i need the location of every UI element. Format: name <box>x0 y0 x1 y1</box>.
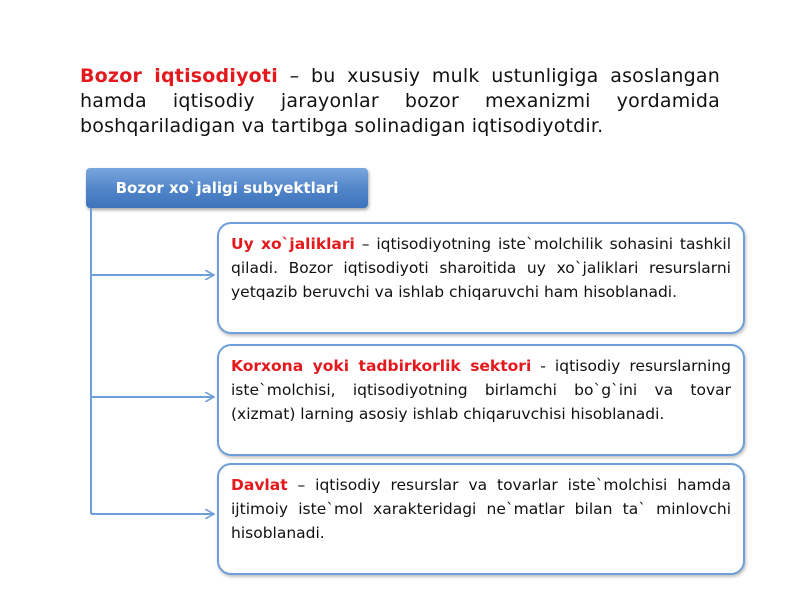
definition-text: – bu xususiy mulk ustunligiga asoslangan hamda iqtisodiy jarayonlar bozor mexanizmi yordamida boshqariladigan va tartibga solinadigan iqtisodiyotdir. <box>80 65 720 137</box>
definition-term: Bozor iqtisodiyoti <box>80 65 278 87</box>
subject-card-state <box>217 463 745 575</box>
subject-description: - iqtisodiy resurslarning iste`molchisi, iqtisodiyotning birlamchi bo`g`ini va tovar (xizmat) larning asosiy ishlab chiqaruvchisi hisoblanadi. <box>231 357 731 423</box>
definition-paragraph <box>80 64 720 139</box>
subject-description: – iqtisodiy resurslar va tovarlar iste`molchisi hamda ijtimoiy iste`mol xarakteridagi ne`matlar bilan ta` minlovchi hisoblanadi. <box>231 476 731 542</box>
subject-term: Korxona yoki tadbirkorlik sektori <box>231 357 532 375</box>
subject-term: Davlat <box>231 476 288 494</box>
subject-description: – iqtisodiyotning iste`molchilik sohasini tashkil qiladi. Bozor iqtisodiyoti sharoitida uy xo`jaliklari resurslarni yetqazib beruvchi va ishlab chiqaruvchi ham hisoblanadi. <box>231 235 731 301</box>
subjects-header-box <box>86 168 368 208</box>
subject-card-households <box>217 222 745 334</box>
subjects-header-label: Bozor xo`jaligi subyektlari <box>115 179 339 197</box>
subject-card-enterprise-sector <box>217 344 745 456</box>
subject-term: Uy xo`jaliklari <box>231 235 355 253</box>
